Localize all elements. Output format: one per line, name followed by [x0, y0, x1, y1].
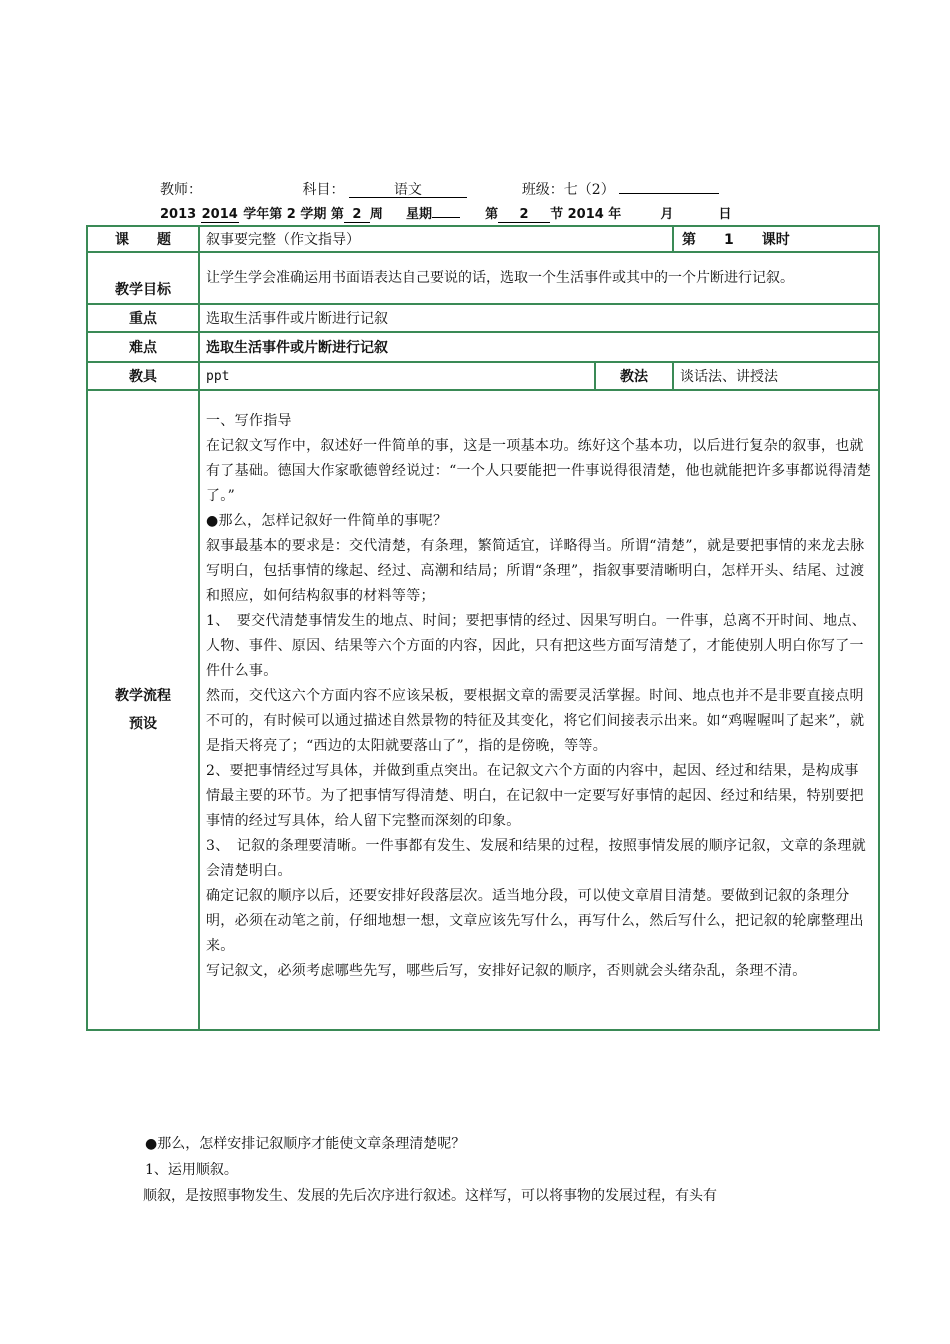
objective-label: 教学目标: [87, 252, 199, 304]
period-value: 2: [498, 208, 550, 223]
process-content: [199, 390, 879, 1030]
class-blank: [619, 193, 719, 194]
method-label: 教法: [595, 362, 673, 390]
row-difficulty: [87, 332, 879, 362]
difficulty-value: 选取生活事件或片断进行记叙: [199, 332, 879, 362]
after-table-text: [145, 1131, 845, 1209]
period-suffix: 节 2014 年: [550, 207, 622, 222]
tools-value: ppt: [199, 362, 595, 390]
lesson-plan-table: [86, 225, 880, 1031]
objective-value: 让学生学会准确运用书面语表达自己要说的话，选取一个生活事件或其中的一个片断进行记叙。: [199, 252, 879, 304]
week-suffix: 周: [369, 207, 383, 222]
weekday-label: 星期: [405, 207, 432, 222]
row-key: [87, 304, 879, 332]
row-tools: [87, 362, 879, 390]
week-prefix: 第: [330, 207, 344, 222]
subject-label: 科目：: [302, 182, 345, 198]
after-line-1: ●那么，怎样安排记叙顺序才能使文章条理清楚呢？: [145, 1136, 466, 1152]
process-paragraph: 3、 记叙的条理要清晰。一件事都有发生、发展和结果的过程，按照事情发展的顺序记叙，文章的条理就会清楚明白。: [206, 838, 867, 879]
process-label: [87, 390, 199, 1030]
class-label: 班级：七（2）: [521, 182, 615, 198]
school-year: 学年第 2 学期: [243, 207, 327, 222]
row-process: [87, 390, 879, 1030]
process-paragraph: 2、要把事情经过写具体，并做到重点突出。在记叙文六个方面的内容中，起因、经过和结果，是构成事情最主要的环节。为了把事情写得清楚、明白，在记叙中一定要写好事情的起因、经过和结果，特别要把事情的经过写具体，给人留下完整而深刻的印象。: [206, 763, 864, 829]
period-prefix: 第: [485, 207, 499, 222]
week-value: 2: [344, 208, 370, 223]
lesson-number: 第 1 课时: [673, 226, 879, 252]
topic-value: 叙事要完整（作文指导）: [199, 226, 673, 252]
process-paragraph: 确定记叙的顺序以后，还要安排好段落层次。适当地分段，可以使文章眉目清楚。要做到记叙的条理分明，必须在动笔之前，仔细地想一想，文章应该先写什么，再写什么，然后写什么，把记叙的轮廓整理出来。: [206, 888, 864, 954]
row-objective: [87, 252, 879, 304]
year-end: 2014: [201, 207, 238, 222]
process-paragraph: 1、 要交代清楚事情发生的地点、时间；要把事情的经过、因果写明白。一件事，总离不开时间、地点、人物、事件、原因、结果等六个方面的内容，因此，只有把这些方面写清楚了，才能使别人明白你写了一件什么事。: [206, 613, 867, 679]
process-label-line1: 教学流程: [115, 688, 171, 704]
day-label: 日: [718, 207, 732, 222]
process-label-line2: 预设: [129, 716, 157, 732]
subject-value: 语文: [349, 183, 467, 198]
process-paragraph: 然而，交代这六个方面内容不应该呆板，要根据文章的需要灵活掌握。时间、地点也并不是非要直接点明不可的，有时候可以通过描述自然景物的特征及其变化，将它们间接表示出来。如“鸡喔喔叫了起来”，就是指天将亮了；“西边的太阳就要落山了”，指的是傍晚，等等。: [206, 688, 865, 754]
method-value: 谈话法、讲授法: [673, 362, 879, 390]
process-paragraph: 叙事最基本的要求是：交代清楚，有条理，繁简适宜，详略得当。所谓“清楚”，就是要把事情的来龙去脉写明白，包括事情的缘起、经过、高潮和结局；所谓“条理”，指叙事要清晰明白，怎样开头、结尾、过渡和照应，如何结构叙事的材料等等；: [206, 538, 865, 604]
process-paragraph: ●那么，怎样记叙好一件简单的事呢？: [206, 513, 448, 529]
difficulty-label: 难点: [87, 332, 199, 362]
tools-label: 教具: [87, 362, 199, 390]
teacher-label: 教师：: [160, 182, 202, 198]
after-line-2: 1、运用顺叙。: [145, 1162, 238, 1178]
process-paragraph: 写记叙文，必须考虑哪些先写，哪些后写，安排好记叙的顺序，否则就会头绪杂乱，条理不清。: [206, 963, 807, 979]
header-line-2: [160, 203, 731, 223]
year-start: 2013: [160, 207, 197, 222]
key-label: 重点: [87, 304, 199, 332]
after-line-3: 顺叙，是按照事物发生、发展的先后次序进行叙述。这样写，可以将事物的发展过程，有头有: [143, 1188, 717, 1204]
topic-label: 课 题: [87, 226, 199, 252]
header-line-1: [160, 179, 719, 199]
weekday-blank: [432, 217, 460, 218]
key-value: 选取生活事件或片断进行记叙: [199, 304, 879, 332]
row-topic: [87, 226, 879, 252]
process-paragraph: 一、写作指导: [206, 413, 292, 429]
process-paragraph: 在记叙文写作中，叙述好一件简单的事，这是一项基本功。练好这个基本功，以后进行复杂的叙事，也就有了基础。德国大作家歌德曾经说过：“一个人只要能把一件事说得很清楚，他也就能把许多事都说得清楚了。”: [206, 438, 872, 504]
month-label: 月: [660, 207, 674, 222]
